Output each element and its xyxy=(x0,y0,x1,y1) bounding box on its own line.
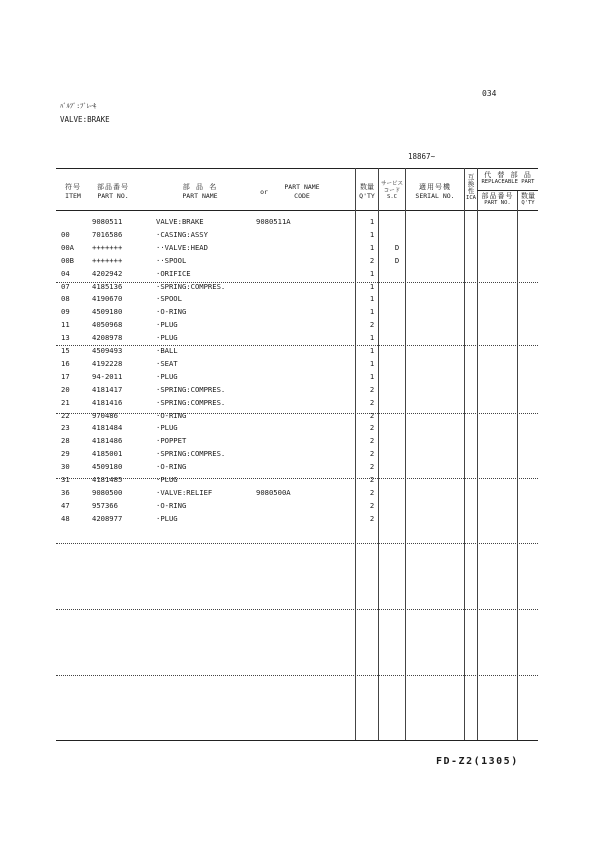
item-number: 04 xyxy=(61,268,70,278)
item-number: 17 xyxy=(61,371,70,381)
table-bottom-border xyxy=(56,740,538,741)
quantity: 1 xyxy=(369,307,375,317)
col-divider-qty xyxy=(355,168,356,740)
service-code xyxy=(391,488,403,500)
item-number: 11 xyxy=(61,320,70,330)
service-code xyxy=(391,436,403,448)
part-number: 4181416 xyxy=(92,397,123,407)
part-number: +++++++ xyxy=(92,242,123,252)
part-name: VALVE:BRAKE xyxy=(156,217,204,226)
header-ica: 互換性 ICA xyxy=(466,173,476,201)
part-name: ·POPPET xyxy=(156,436,187,446)
col-divider-ica xyxy=(464,168,465,740)
item-number: 15 xyxy=(61,346,70,355)
item-number: 28 xyxy=(61,436,70,446)
item-number: 00B xyxy=(61,255,74,265)
part-name: ·PLUG xyxy=(156,320,178,330)
quantity: 2 xyxy=(369,397,375,407)
item-number: 21 xyxy=(61,397,70,407)
header-repl-qty: 数量 Q'TY xyxy=(521,192,535,206)
service-code xyxy=(391,475,403,487)
quantity: 1 xyxy=(369,294,375,304)
row-group-divider xyxy=(56,609,538,610)
item-number: 13 xyxy=(61,333,70,343)
part-number: 94-2011 xyxy=(92,371,123,381)
part-name: ·BALL xyxy=(156,346,178,355)
part-name: ·O-RING xyxy=(156,462,187,472)
header-replaceable: 代 替 部 品 REPLACEABLE PART xyxy=(481,171,535,185)
quantity: 2 xyxy=(369,410,375,420)
service-code: D xyxy=(394,255,400,265)
header-serial-no: 適用号機 SERIAL NO. xyxy=(415,183,455,200)
header-repl-part-no: 部品番号 PART NO. xyxy=(481,192,514,206)
item-number: 23 xyxy=(61,423,70,433)
part-number: 4202942 xyxy=(92,268,123,278)
item-number: 47 xyxy=(61,500,70,510)
header-item: 符号 ITEM xyxy=(65,183,81,200)
row-group-divider xyxy=(56,413,538,414)
service-code xyxy=(391,307,403,319)
title-japanese: ﾊﾞﾙﾌﾞ:ﾌﾞﾚｰｷ xyxy=(60,102,97,110)
header-code: PART NAME CODE xyxy=(284,183,320,200)
item-number: 08 xyxy=(61,294,70,304)
quantity: 1 xyxy=(369,268,375,278)
service-code xyxy=(391,398,403,410)
service-code xyxy=(391,385,403,397)
service-code xyxy=(391,269,403,281)
part-name: ··SPOOL xyxy=(156,255,187,265)
part-number: 957366 xyxy=(92,500,118,510)
header-part-no: 部品番号 PART NO. xyxy=(97,183,129,200)
row-group-divider xyxy=(56,345,538,346)
quantity: 2 xyxy=(369,513,375,523)
quantity: 2 xyxy=(369,487,375,497)
part-name: ·SEAT xyxy=(156,358,178,368)
service-code xyxy=(391,294,403,306)
part-name: ·CASING:ASSY xyxy=(156,229,208,239)
part-name-code: 9080511A xyxy=(256,217,291,226)
part-number: 4181417 xyxy=(92,384,123,394)
quantity: 2 xyxy=(369,449,375,459)
part-number: 970486 xyxy=(92,410,118,420)
item-number: 30 xyxy=(61,462,70,472)
item-number: 00A xyxy=(61,242,74,252)
service-code xyxy=(391,423,403,435)
part-name-code: 9080500A xyxy=(256,487,291,497)
part-number: 4050968 xyxy=(92,320,123,330)
item-number: 31 xyxy=(61,475,70,484)
header-or: or xyxy=(260,188,268,196)
quantity: 1 xyxy=(369,346,375,355)
header-bottom-border xyxy=(56,210,538,211)
part-number: 4509493 xyxy=(92,346,123,355)
col-divider-repl xyxy=(477,168,478,740)
row-group-divider xyxy=(56,478,538,479)
item-number: 20 xyxy=(61,384,70,394)
quantity: 2 xyxy=(369,500,375,510)
item-number: 00 xyxy=(61,229,70,239)
quantity: 2 xyxy=(369,320,375,330)
service-code xyxy=(391,333,403,345)
part-name: ·SPRING:COMPRES. xyxy=(156,449,226,459)
item-number: 22 xyxy=(61,410,70,420)
quantity: 2 xyxy=(369,255,375,265)
part-number: 4181485 xyxy=(92,475,123,484)
part-number: 4192228 xyxy=(92,358,123,368)
table-top-border xyxy=(56,168,538,169)
item-number: 29 xyxy=(61,449,70,459)
part-name: ·O-RING xyxy=(156,307,187,317)
quantity: 2 xyxy=(369,423,375,433)
col-divider-sc xyxy=(378,168,379,740)
quantity: 1 xyxy=(369,242,375,252)
part-name: ·PLUG xyxy=(156,513,178,523)
service-code xyxy=(391,230,403,242)
quantity: 2 xyxy=(369,462,375,472)
service-code xyxy=(391,411,403,423)
title-english: VALVE:BRAKE xyxy=(60,115,110,124)
col-divider-repl-qty xyxy=(517,190,518,740)
part-name: ··VALVE:HEAD xyxy=(156,242,208,252)
part-name: ·ORIFICE xyxy=(156,268,191,278)
part-name: ·O-RING xyxy=(156,410,187,420)
footer-code: FD-Z2(1305) xyxy=(436,756,519,767)
part-number: +++++++ xyxy=(92,255,123,265)
col-divider-serial xyxy=(405,168,406,740)
part-name: ·SPRING:COMPRES. xyxy=(156,384,226,394)
quantity: 1 xyxy=(369,333,375,343)
item-number: 48 xyxy=(61,513,70,523)
part-number: 4181484 xyxy=(92,423,123,433)
quantity: 2 xyxy=(369,436,375,446)
serial-range: 18867~ xyxy=(408,152,436,161)
item-number: 16 xyxy=(61,358,70,368)
service-code xyxy=(391,359,403,371)
quantity: 1 xyxy=(369,358,375,368)
quantity: 2 xyxy=(369,384,375,394)
service-code xyxy=(391,449,403,461)
part-number: 7016586 xyxy=(92,229,123,239)
quantity: 1 xyxy=(369,229,375,239)
item-number: 09 xyxy=(61,307,70,317)
part-number: 4208977 xyxy=(92,513,123,523)
header-service-code: サービス コード S.C xyxy=(380,181,403,200)
row-group-divider xyxy=(56,282,538,283)
service-code xyxy=(391,514,403,526)
quantity: 1 xyxy=(369,217,375,226)
row-group-divider xyxy=(56,675,538,676)
service-code xyxy=(391,217,403,229)
part-number: 4190670 xyxy=(92,294,123,304)
service-code: D xyxy=(394,242,400,252)
part-number: 4185001 xyxy=(92,449,123,459)
header-qty: 数量 Q'TY xyxy=(359,183,375,200)
part-name: ·PLUG xyxy=(156,371,178,381)
part-name: ·SPRING:COMPRES. xyxy=(156,397,226,407)
repl-subheader-line xyxy=(477,190,538,191)
part-number: 4208978 xyxy=(92,333,123,343)
service-code xyxy=(391,501,403,513)
part-number: 9080511 xyxy=(92,217,123,226)
part-number: 4185136 xyxy=(92,281,123,291)
part-number: 4509180 xyxy=(92,462,123,472)
quantity: 1 xyxy=(369,281,375,291)
part-name: ·PLUG xyxy=(156,475,178,484)
quantity: 2 xyxy=(369,475,375,484)
service-code xyxy=(391,282,403,294)
part-name: ·PLUG xyxy=(156,423,178,433)
service-code xyxy=(391,372,403,384)
page-number: 034 xyxy=(482,89,497,98)
row-group-divider xyxy=(56,543,538,544)
part-number: 4509180 xyxy=(92,307,123,317)
quantity: 1 xyxy=(369,371,375,381)
header-part-name: 部 品 名 PART NAME xyxy=(182,183,218,200)
item-number: 07 xyxy=(61,281,70,291)
part-name: ·SPOOL xyxy=(156,294,182,304)
part-name: ·VALVE:RELIEF xyxy=(156,487,213,497)
service-code xyxy=(391,320,403,332)
item-number: 36 xyxy=(61,487,70,497)
part-number: 9080500 xyxy=(92,487,123,497)
part-number: 4181486 xyxy=(92,436,123,446)
service-code xyxy=(391,346,403,358)
part-name: ·SPRING:COMPRES. xyxy=(156,281,226,291)
part-name: ·PLUG xyxy=(156,333,178,343)
part-name: ·O-RING xyxy=(156,500,187,510)
service-code xyxy=(391,462,403,474)
